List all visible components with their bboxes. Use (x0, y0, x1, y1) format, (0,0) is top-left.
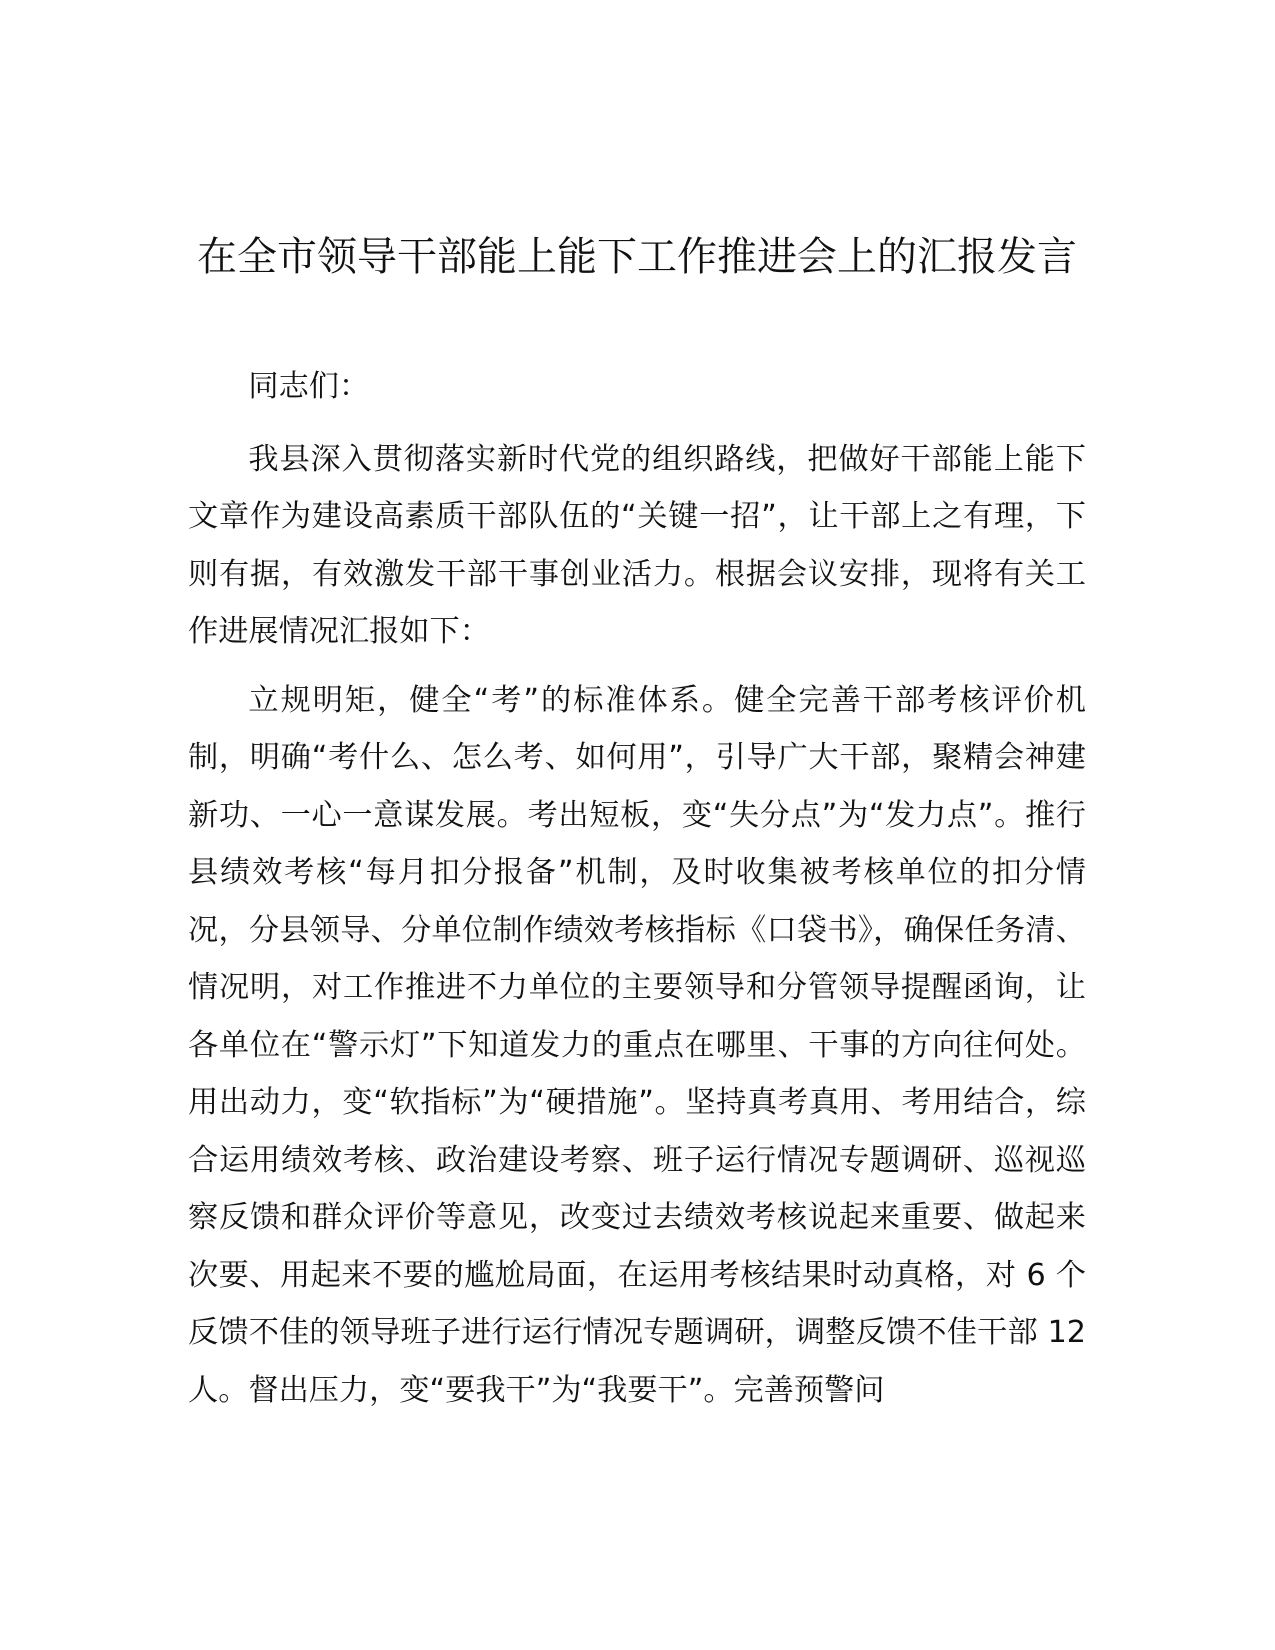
document-body (188, 358, 1086, 1430)
salutation: 同志们： (248, 369, 370, 404)
paragraph-assessment-standards: 立规明矩，健全“考”的标准体系。健全完善干部考核评价机制，明确“考什么、怎么考、如何用”，引导广大干部，聚精会神建新功、一心一意谋发展。考出短板，变“失分点”为“发力点”。推行县绩效考核“每月扣分报备”机制，及时收集被考核单位的扣分情况，分县领导、分单位制作绩效考核指标《口袋书》，确保任务清、情况明，对工作推进不力单位的主要领导和分管领导提醒函询，让各单位在“警示灯”下知道发力的重点在哪里、干事的方向往何处。用出动力，变“软指标”为“硬措施”。坚持真考真用、考用结合，综合运用绩效考核、政治建设考察、班子运行情况专题调研、巡视巡察反馈和群众评价等意见，改变过去绩效考核说起来重要、做起来次要、用起来不要的尴尬局面，在运用考核结果时动真格，对 6 个反馈不佳的领导班子进行运行情况专题调研，调整反馈不佳干部 12 人。督出压力，变“要我干”为“我要干”。完善预警问 (188, 682, 1086, 1408)
document-title: 在全市领导干部能上能下工作推进会上的汇报发言 (197, 234, 1077, 280)
paragraph-intro: 我县深入贯彻落实新时代党的组织路线，把做好干部能上能下文章作为建设高素质干部队伍的“关键一招”，让干部上之有理，下则有据，有效激发干部干事创业活力。根据会议安排，现将有关工作进展情况汇报如下： (188, 441, 1086, 649)
